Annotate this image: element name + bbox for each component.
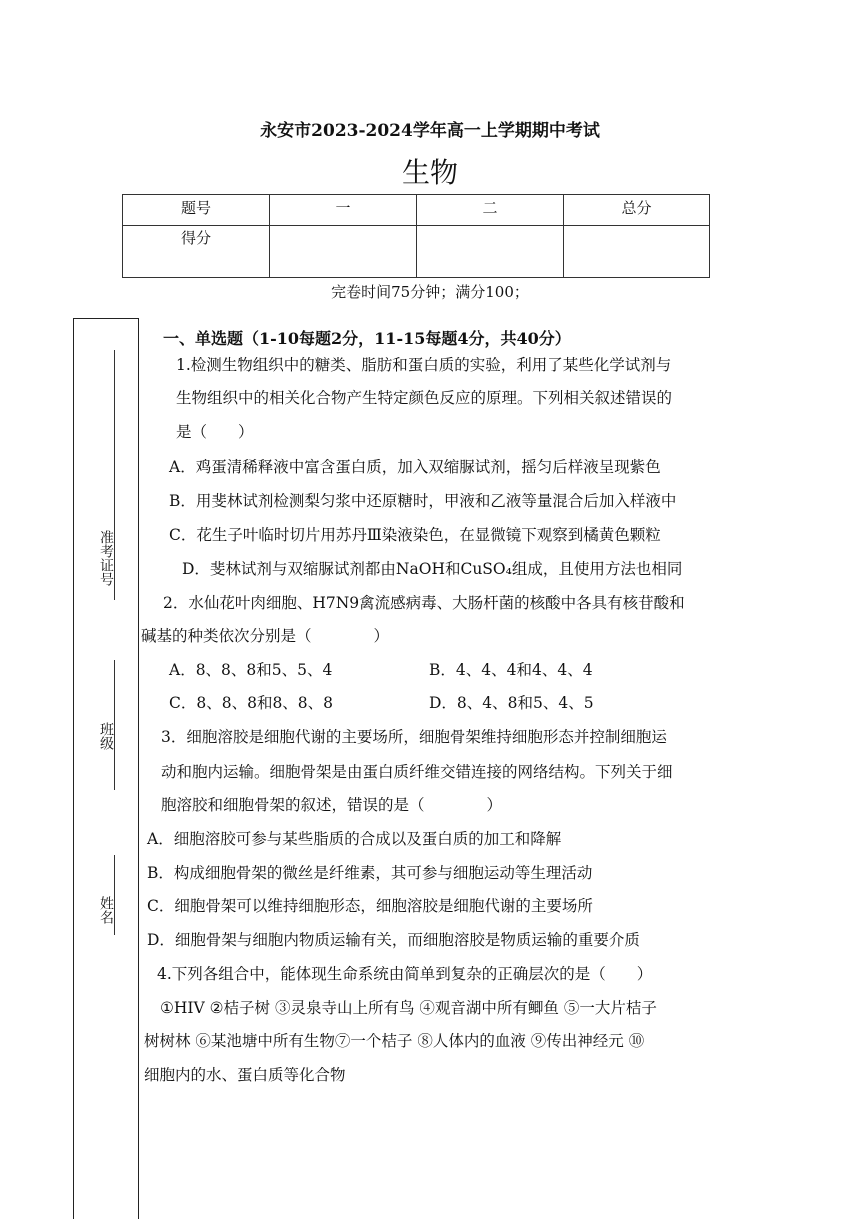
score-table <box>122 194 710 278</box>
q2-option-c: C．8、8、8和8、8、8 <box>169 694 334 712</box>
time-note: 完卷时间75分钟；满分100； <box>331 283 529 301</box>
score-table-score-row <box>123 226 710 278</box>
score-cell-part-one: 一 <box>270 195 417 226</box>
name-label: 姓名 <box>98 896 114 924</box>
q2-option-d: D．8、4、8和5、4、5 <box>429 694 594 712</box>
q4-line2: ①HIV ②桔子树 ③灵泉寺山上所有鸟 ④观音湖中所有鲫鱼 ⑤一大片桔子 <box>160 999 657 1017</box>
score-cell-blank <box>417 226 564 278</box>
q2-option-a: A．8、8、8和5、5、4 <box>169 661 333 679</box>
q1-line2: 生物组织中的相关化合物产生特定颜色反应的原理。下列相关叙述错误的 <box>176 389 673 407</box>
q3-option-c: C．细胞骨架可以维持细胞形态，细胞溶胶是细胞代谢的主要场所 <box>147 897 593 915</box>
section-heading: 一、单选题（1-10每题2分，11-15每题4分，共40分） <box>163 329 571 348</box>
q3-option-b: B．构成细胞骨架的微丝是纤维素，其可参与细胞运动等生理活动 <box>147 864 593 882</box>
score-cell-score-label: 得分 <box>123 226 270 278</box>
q2-option-b: B．4、4、4和4、4、4 <box>429 661 593 679</box>
binding-strip <box>73 318 139 1219</box>
score-cell-part-two: 二 <box>417 195 564 226</box>
score-cell-total: 总分 <box>564 195 710 226</box>
q3-line1: 3．细胞溶胶是细胞代谢的主要场所，细胞骨架维持细胞形态并控制细胞运 <box>161 728 667 746</box>
q4-line1: 4.下列各组合中，能体现生命系统由简单到复杂的正确层次的是（ ） <box>157 965 653 983</box>
score-cell-blank <box>564 226 710 278</box>
q3-line2: 动和胞内运输。细胞骨架是由蛋白质纤维交错连接的网络结构。下列关于细 <box>161 763 673 781</box>
q3-option-a: A．细胞溶胶可参与某些脂质的合成以及蛋白质的加工和降解 <box>147 830 562 848</box>
score-table-header-row <box>123 195 710 226</box>
q2-line2: 碱基的种类依次分别是（ ） <box>141 627 390 645</box>
exam-no-label: 准考证号 <box>98 530 114 586</box>
q3-option-d: D．细胞骨架与细胞内物质运输有关，而细胞溶胶是物质运输的重要介质 <box>147 931 640 949</box>
q1-option-a: A．鸡蛋清稀释液中富含蛋白质，加入双缩脲试剂，摇匀后样液呈现紫色 <box>169 458 661 476</box>
q1-option-b: B．用斐林试剂检测梨匀浆中还原糖时，甲液和乙液等量混合后加入样液中 <box>169 492 677 510</box>
exam-title: 永安市2023-2024学年高一上学期期中考试 <box>260 121 600 141</box>
score-cell-blank <box>270 226 417 278</box>
q1-line3: 是（ ） <box>176 423 254 441</box>
q3-line3: 胞溶胶和细胞骨架的叙述，错误的是（ ） <box>161 796 503 814</box>
q1-option-d: D．斐林试剂与双缩脲试剂都由NaOH和CuSO₄组成，且使用方法也相同 <box>182 560 683 578</box>
class-label: 班级 <box>98 722 114 750</box>
subject-title: 生物 <box>401 156 458 189</box>
q1-option-c: C．花生子叶临时切片用苏丹Ⅲ染液染色，在显微镜下观察到橘黄色颗粒 <box>169 526 661 544</box>
q4-line4: 细胞内的水、蛋白质等化合物 <box>144 1066 346 1084</box>
q2-line1: 2．水仙花叶肉细胞、H7N9禽流感病毒、大肠杆菌的核酸中各具有核苷酸和 <box>163 594 685 612</box>
q1-line1: 1.检测生物组织中的糖类、脂肪和蛋白质的实验，利用了某些化学试剂与 <box>176 356 672 374</box>
q4-line3: 树树林 ⑥某池塘中所有生物⑦一个桔子 ⑧人体内的血液 ⑨传出神经元 ⑩ <box>144 1032 645 1050</box>
score-cell-question-no: 题号 <box>123 195 270 226</box>
